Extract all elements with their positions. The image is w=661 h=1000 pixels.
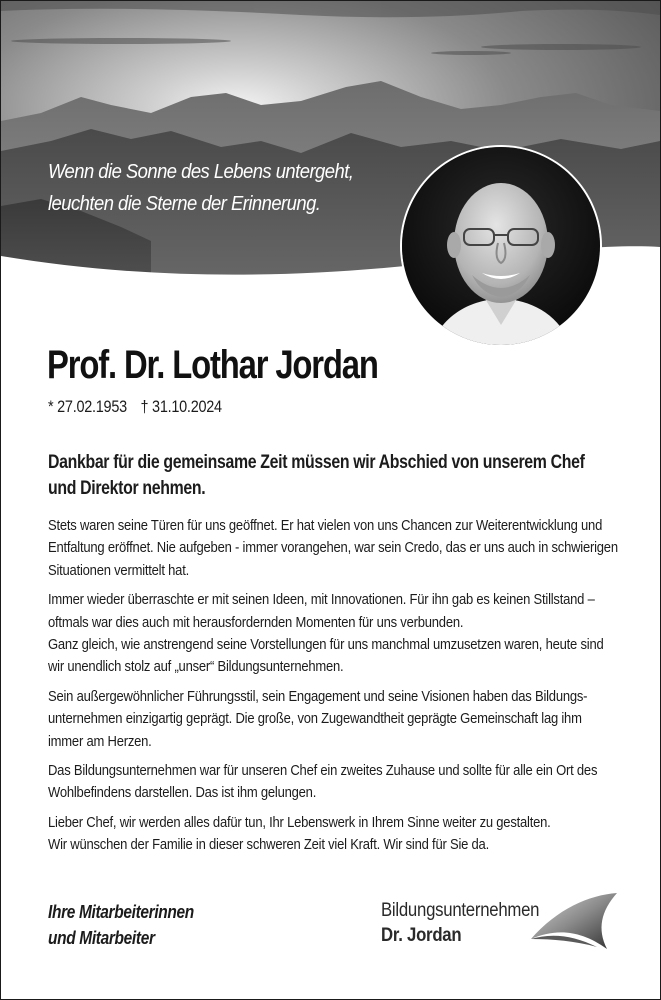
- paragraph-line: Ganz gleich, wie anstrengend seine Vorstellungen für uns manchmal umzusetzen waren, heute sind: [48, 637, 604, 654]
- signoff-line-1: Ihre Mitarbeiterinnen: [48, 902, 194, 922]
- paragraph-4: [48, 760, 611, 805]
- lead-statement: [48, 450, 616, 502]
- paragraph-line: Immer wieder überraschte er mit seinen Ideen, mit Innovationen. Für ihn gab es keinen Stillstand –: [48, 592, 595, 609]
- portrait-photo: [402, 147, 600, 345]
- birth-date: * 27.02.1953: [48, 397, 127, 416]
- paragraph-line: Stets waren seine Türen für uns geöffnet. Er hat vielen von uns Chancen zur Weiterentwicklung und: [48, 518, 603, 534]
- company-line-2: Dr. Jordan: [381, 924, 462, 946]
- lead-line-2: und Direktor nehmen.: [48, 478, 206, 499]
- paragraph-line: Situationen vermittelt hat.: [48, 562, 189, 579]
- life-dates: [48, 397, 222, 417]
- lead-line-1: Dankbar für die gemeinsame Zeit müssen wir Abschied von unserem Chef: [48, 452, 585, 473]
- paragraph-line: Das Bildungsunternehmen war für unseren Chef ein zweites Zuhause und sollte für alle ein Ort des: [48, 763, 598, 780]
- signoff-line-2: und Mitarbeiter: [48, 928, 155, 948]
- paragraph-3: [48, 686, 611, 753]
- paragraph-line: unternehmen einzigartig geprägt. Die große, von Zugewandtheit geprägte Gemeinschaft lag ihm: [48, 711, 582, 728]
- deceased-name: Prof. Dr. Lothar Jordan: [47, 343, 378, 387]
- paragraph-line: Sein außergewöhnlicher Führungsstil, sein Engagement und seine Visionen haben das Bildungs-: [48, 688, 588, 705]
- company-line-1: Bildungsunternehmen: [381, 899, 540, 921]
- paragraph-line: wir unendlich stolz auf „unser“ Bildungsunternehmen.: [48, 659, 344, 676]
- paragraph-line: immer am Herzen.: [48, 733, 152, 750]
- paragraph-line: oftmals war dies auch mit herausfordernden Momenten für uns verbunden.: [48, 614, 464, 631]
- paragraph-line: Wir wünschen der Familie in dieser schweren Zeit viel Kraft. Wir sind für Sie da.: [48, 837, 489, 854]
- death-date: † 31.10.2024: [140, 397, 222, 416]
- quote-line-1: Wenn die Sonne des Lebens untergeht,: [48, 160, 354, 183]
- tribute-text: [48, 515, 618, 864]
- paragraph-1: [48, 515, 618, 582]
- paragraph-5: [48, 812, 611, 857]
- company-logo-icon: [527, 889, 619, 953]
- paragraph-line: Entfaltung eröffnet. Nie aufgeben - immer vorangehen, war sein Credo, das er uns auch in schwierigen: [48, 540, 618, 557]
- paragraph-line: Wohlbefindens darstellen. Das ist ihm gelungen.: [48, 785, 317, 802]
- quote-line-2: leuchten die Sterne der Erinnerung.: [48, 192, 321, 215]
- company-name: [381, 897, 539, 947]
- paragraph-2: [48, 589, 611, 679]
- paragraph-line: Lieber Chef, wir werden alles dafür tun, Ihr Lebenswerk in Ihrem Sinne weiter zu gestalten.: [48, 814, 551, 831]
- signoff: [48, 899, 194, 951]
- memorial-quote: [48, 156, 372, 220]
